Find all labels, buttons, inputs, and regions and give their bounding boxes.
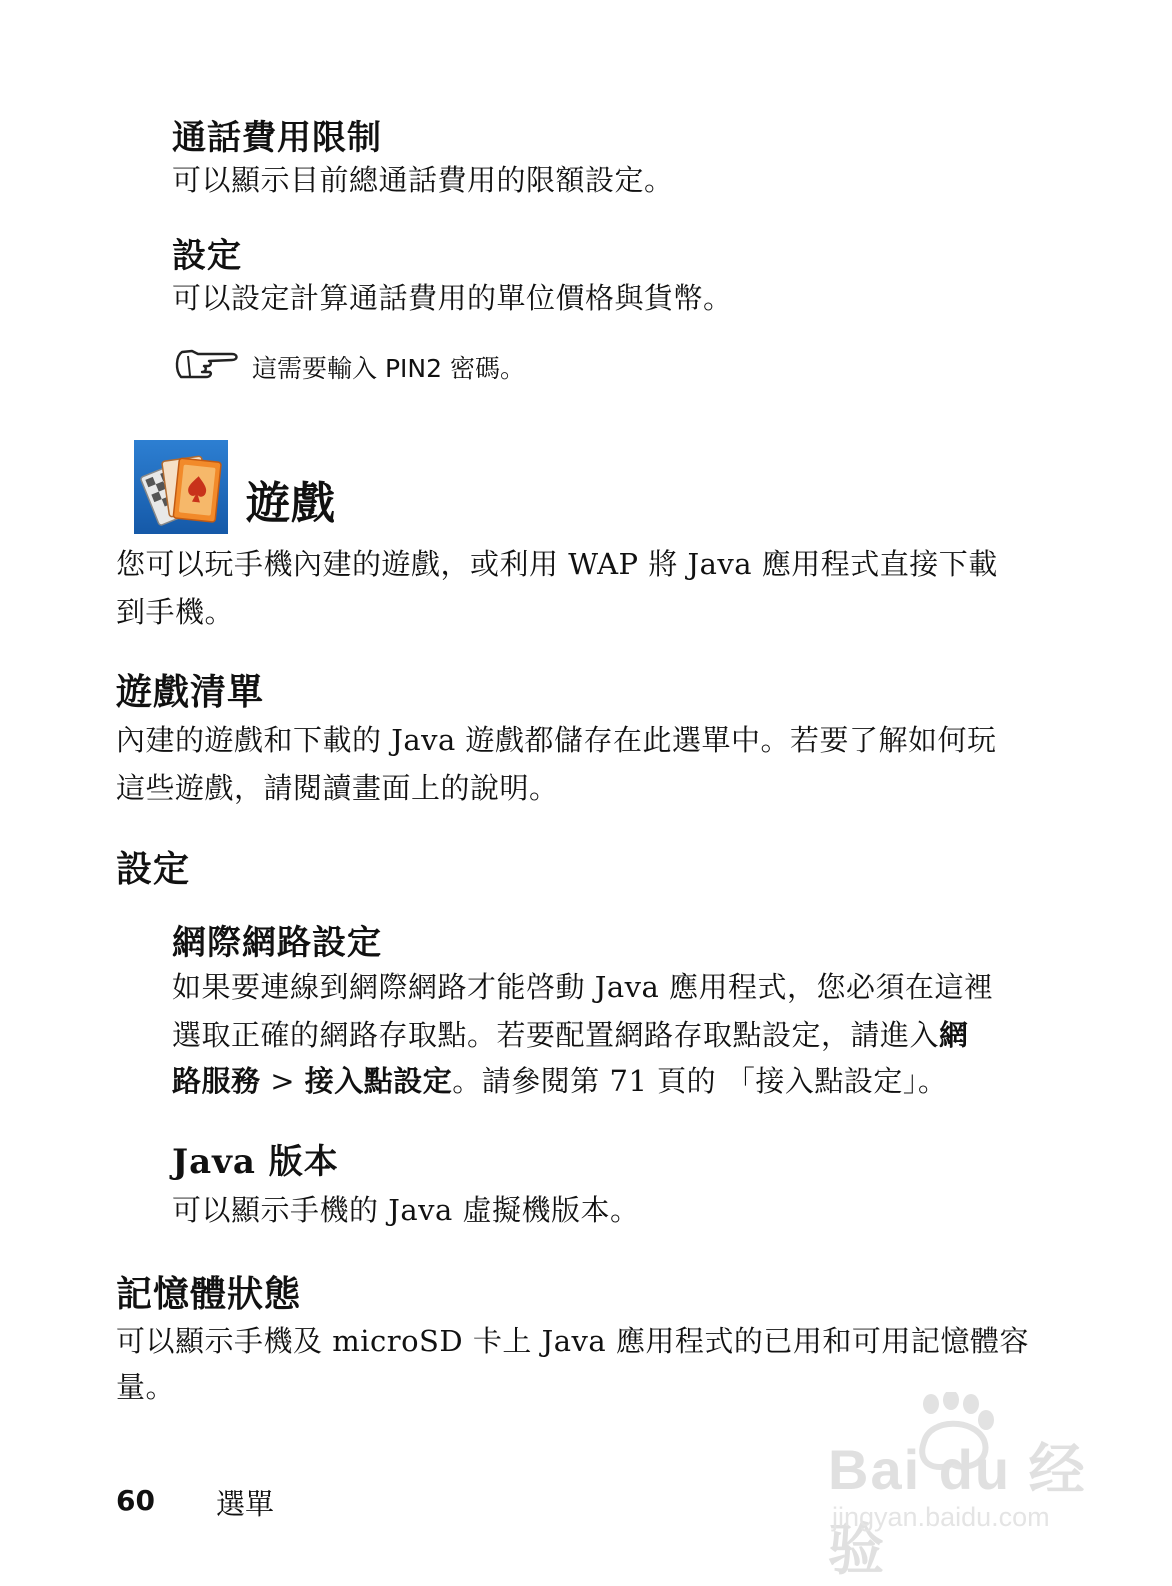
network-settings-line1: 如果要連線到網際網路才能啓動 Java 應用程式，您必須在這裡 (172, 970, 994, 1004)
games-intro-line2: 到手機。 (116, 595, 235, 629)
note-text: 這需要輸入 PIN2 密碼。 (252, 354, 525, 383)
network-settings-line3: 路服務 > 接入點設定。請參閱第 71 頁的 「接入點設定」。 (172, 1064, 948, 1098)
pointing-hand-icon (172, 346, 242, 382)
java-version-desc: 可以顯示手機的 Java 虛擬機版本。 (172, 1193, 640, 1227)
memory-status-line2: 量。 (116, 1370, 176, 1404)
watermark-logo-text: Bai du 经验 (828, 1438, 1087, 1581)
java-version-title: Java 版本 (172, 1142, 339, 1182)
memory-status-line1: 可以顯示手機及 microSD 卡上 Java 應用程式的已用和可用記憶體容 (116, 1324, 1029, 1358)
footer-section-title: 選單 (216, 1487, 275, 1521)
call-cost-limit-title: 通話費用限制 (172, 118, 382, 158)
game-list-title: 遊戲清單 (116, 672, 265, 713)
games-intro-line1: 您可以玩手機內建的遊戲，或利用 WAP 將 Java 應用程式直接下載 (116, 547, 998, 581)
memory-status-title: 記憶體狀態 (116, 1274, 302, 1315)
game-list-line2: 這些遊戲，請閱讀畫面上的說明。 (116, 771, 559, 805)
game-settings-title: 設定 (116, 849, 191, 890)
baidu-watermark (826, 1392, 1116, 1581)
page-number: 60 (116, 1484, 155, 1517)
playing-cards-icon (134, 440, 228, 534)
games-title: 遊戲 (246, 478, 336, 529)
cost-settings-desc: 可以設定計算通話費用的單位價格與貨幣。 (172, 281, 733, 315)
cost-settings-title: 設定 (172, 236, 242, 276)
network-settings-line2: 選取正確的網路存取點。若要配置網路存取點設定，請進入網 (172, 1018, 969, 1052)
game-list-line1: 內建的遊戲和下載的 Java 遊戲都儲存在此選單中。若要了解如何玩 (116, 723, 997, 757)
call-cost-limit-desc: 可以顯示目前總通話費用的限額設定。 (172, 163, 674, 197)
watermark-url: jingyan.baidu.com (832, 1502, 1050, 1532)
network-settings-title: 網際網路設定 (172, 923, 382, 963)
